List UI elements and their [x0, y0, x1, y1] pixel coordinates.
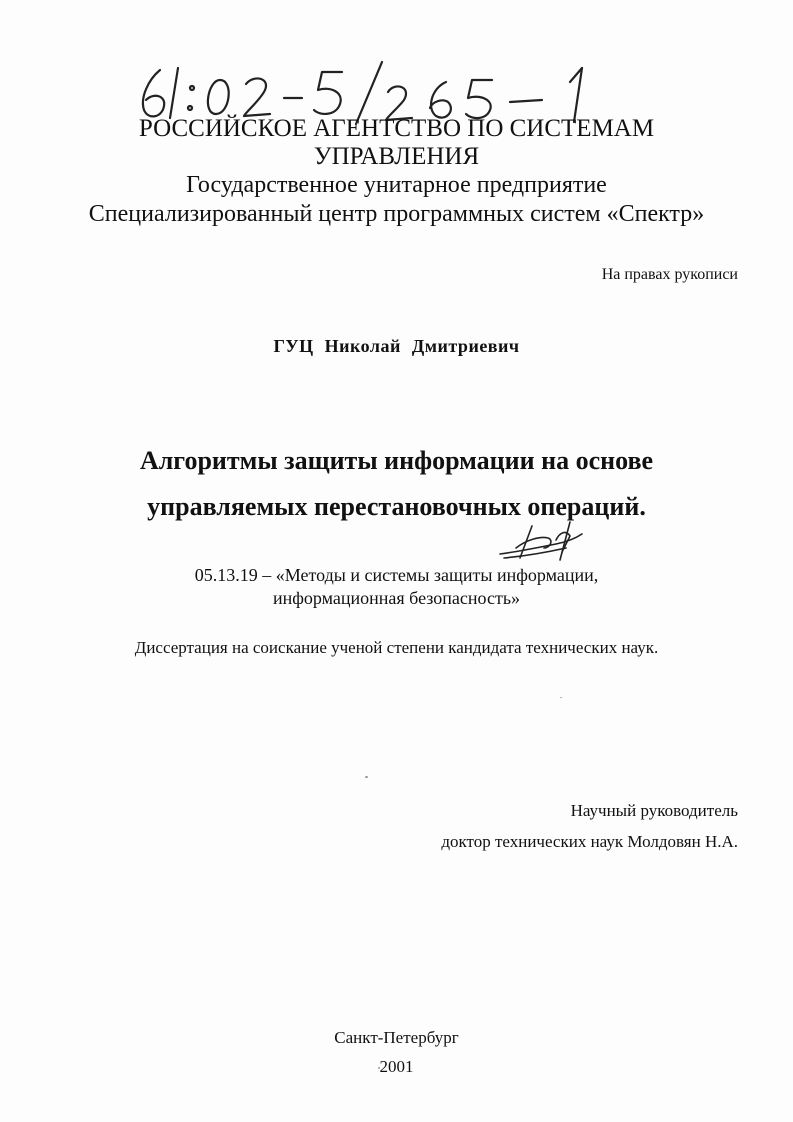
- agency-name-line2: УПРАВЛЕНИЯ: [313, 143, 480, 170]
- supervisor-label: Научный руководитель: [570, 801, 738, 820]
- author-name: ГУЦ Николай Дмитриевич: [273, 336, 520, 356]
- supervisor-name: доктор технических наук Молдовян Н.А.: [441, 832, 738, 851]
- scan-speck: [378, 1067, 380, 1069]
- dissertation-title-line1: Алгоритмы защиты информации на основе: [139, 446, 654, 475]
- agency-name: РОССИЙСКОЕ АГЕНТСТВО ПО СИСТЕМАМ: [138, 115, 655, 142]
- organization-name: Специализированный центр программных систем «Спектр»: [88, 201, 705, 227]
- scan-speck: [365, 776, 368, 778]
- scan-speck: [560, 697, 562, 698]
- dissertation-title-line2: управляемых перестановочных операций.: [147, 492, 646, 521]
- organization-type: Государственное унитарное предприятие: [186, 172, 607, 198]
- place-city: Санкт-Петербург: [334, 1028, 459, 1047]
- degree-statement: Диссертация на соискание ученой степени кандидата технических наук.: [134, 638, 659, 657]
- manuscript-note: На правах рукописи: [601, 266, 738, 283]
- publication-year: 2001: [379, 1057, 414, 1076]
- signature: [496, 518, 586, 562]
- signature-drawing: [496, 518, 586, 562]
- specialty-line2: информационная безопасность»: [272, 588, 521, 608]
- specialty-line1: 05.13.19 – «Методы и системы защиты информации,: [194, 565, 599, 585]
